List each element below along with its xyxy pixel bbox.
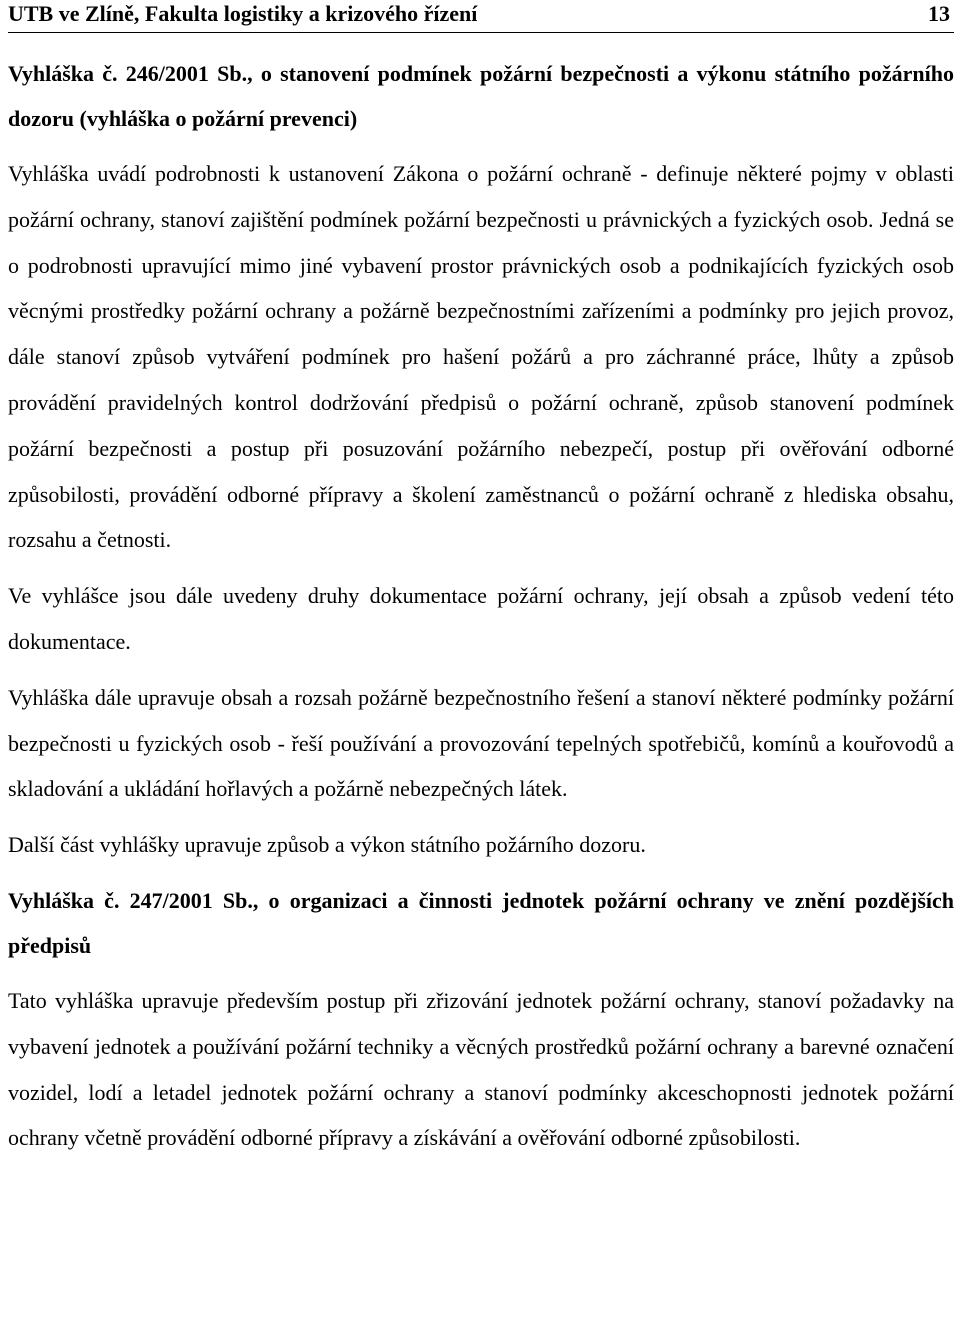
header-title: UTB ve Zlíně, Fakulta logistiky a krizového řízení [8,1,478,26]
page-header [8,0,954,33]
page-number: 13 [928,1,950,26]
paragraph: Vyhláška dále upravuje obsah a rozsah požárně bezpečnostního řešení a stanoví některé podmínky požární bezpečnosti u fyzických osob - řeší používání a provozování tepelných spotřebičů, komínů a kouřovodů a skladování a ukládání hořlavých a požárně nebezpečných látek. [8,684,954,802]
document-page [8,0,954,1161]
section-heading: Vyhláška č. 246/2001 Sb., o stanovení podmínek požární bezpečnosti a výkonu státního požárního dozoru (vyhláška o požární prevenci) [8,61,954,131]
paragraph: Další část vyhlášky upravuje způsob a výkon státního požárního dozoru. [8,832,646,858]
paragraph: Vyhláška uvádí podrobnosti k ustanovení Zákona o požární ochraně - definuje některé pojmy v oblasti požární ochrany, stanoví zajištění podmínek požární bezpečnosti u právnických a fyzických osob. Jedná se o podrobnosti upravující mimo jiné vybavení prostor právnických osob a podnikajících fyzických osob věcnými prostředky požární ochrany a požárně bezpečnostními zařízeními a podmínky pro jejich provoz, dále stanoví způsob vytváření podmínek pro hašení požárů a pro záchranné práce, lhůty a způsob provádění pravidelných kontrol dodržování předpisů o požární ochraně, způsob stanovení podmínek požární bezpečnosti a postup při posuzování požárního nebezpečí, postup při ověřování odborné způsobilosti, provádění odborné přípravy a školení zaměstnanců o požární ochraně z hlediska obsahu, rozsahu a četnosti. [8,161,954,553]
section-heading: Vyhláška č. 247/2001 Sb., o organizaci a činnosti jednotek požární ochrany ve znění pozdějších předpisů [8,887,954,958]
paragraph: Tato vyhláška upravuje především postup při zřizování jednotek požární ochrany, stanoví požadavky na vybavení jednotek a používání požární techniky a věcných prostředků požární ochrany a barevné označení vozidel, lodí a letadel jednotek požární ochrany a stanoví podmínky akceschopnosti jednotek požární ochrany včetně provádění odborné přípravy a získávání a ověřování odborné způsobilosti. [8,987,954,1151]
paragraph: Ve vyhlášce jsou dále uvedeny druhy dokumentace požární ochrany, její obsah a způsob vedení této dokumentace. [8,583,954,654]
